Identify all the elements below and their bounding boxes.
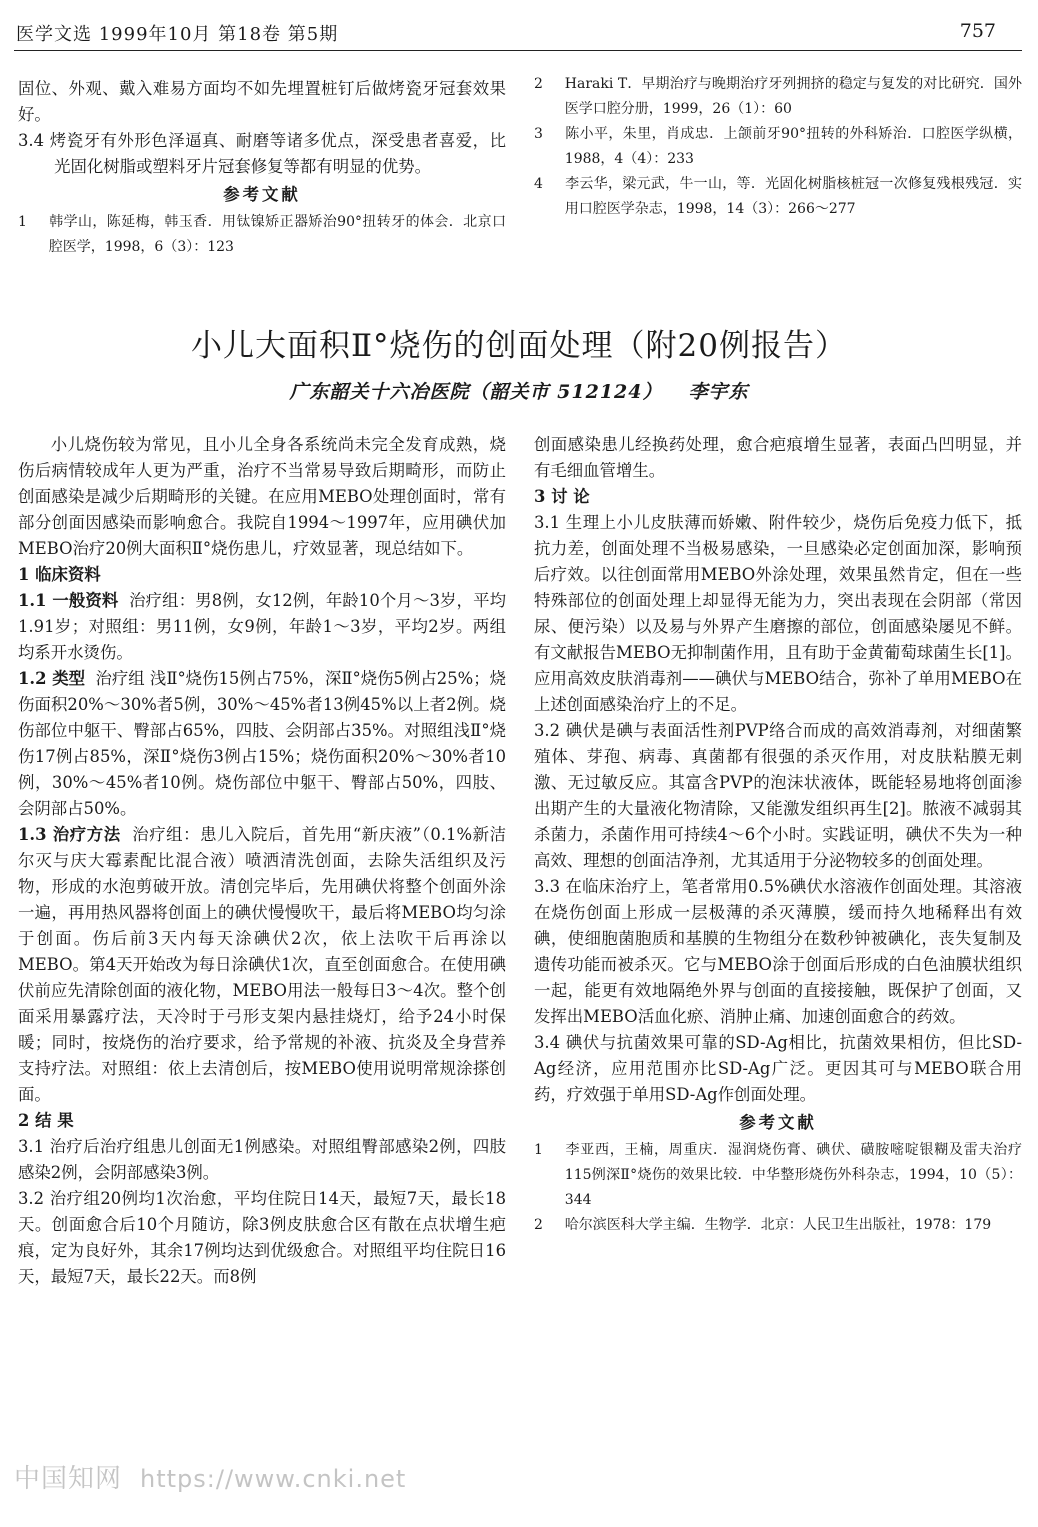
reference-number: 1 bbox=[534, 1142, 543, 1158]
subsection-label: 1.1 一般资料 bbox=[18, 591, 119, 610]
reference-text: 哈尔滨医科大学主编．生物学．北京：人民卫生出版社，1978：179 bbox=[564, 1217, 992, 1233]
journal-info: 医学文选 1999年10月 第18卷 第5期 bbox=[16, 24, 339, 45]
paragraph-text: 治疗组：男8例，女12例，年龄10个月～3岁，平均1.91岁；对照组：男11例，女9例，年龄1～3岁，平均2岁。两组均系开水烫伤。 bbox=[18, 591, 506, 662]
reference-number: 2 bbox=[534, 76, 543, 92]
paragraph: 3.4 碘伏与抗菌效果可靠的SD-Ag相比，抗菌效果相仿，但比SD-Ag经济，应用范围亦比SD-Ag广泛。更因其可与MEBO联合用药，疗效强于单用SD-Ag作创面处理。 bbox=[534, 1033, 1022, 1104]
paragraph: 3.2 治疗组20例均1次治愈，平均住院日14天，最短7天，最长18天。创面愈合后10个月随访，除3例皮肤愈合区有散在点状增生疤痕，定为良好外，其余17例均达到优级愈合。对照组平均住院日16天，最短7天，最长22天。而8例 bbox=[18, 1189, 506, 1286]
subsection-label: 1.2 类型 bbox=[18, 669, 86, 688]
section-heading: 2 结 果 bbox=[18, 1111, 74, 1130]
left-body-column bbox=[18, 432, 506, 1290]
top-right-column bbox=[534, 72, 1022, 222]
paragraph bbox=[18, 666, 506, 822]
paragraph: 3.2 碘伏是碘与表面活性剂PVP络合而成的高效消毒剂，对细菌繁殖体、芽孢、病毒、真菌都有很强的杀灭作用，对皮肤粘膜无刺激、无过敏反应。其富含PVP的泡沫状液体，既能轻易地将创面渗出期产生的大量液化物清除，又能激发组织再生[2]。脓液不减弱其杀菌力，杀菌作用可持续4～6个小时。实践证明，碘伏不失为一种高效、理想的创面洁净剂，尤其适用于分泌物较多的创面处理。 bbox=[534, 721, 1022, 870]
reference-text: 李云华，梁元武，牛一山，等．光固化树脂核桩冠一次修复残根残冠．实用口腔医学杂志，1998，14（3）：266～277 bbox=[564, 176, 1022, 217]
cnki-watermark bbox=[14, 1458, 406, 1495]
reference-item bbox=[534, 122, 1022, 172]
article-title-block bbox=[0, 320, 1038, 404]
byline bbox=[0, 377, 1038, 404]
paragraph: 3.3 在临床治疗上，笔者常用0.5%碘伏水溶液作创面处理。其溶液在烧伤创面上形成一层极薄的杀灭薄膜，缓而持久地稀释出有效碘，使细胞菌胞质和基膜的生物组分在数秒钟被碘化，丧失复制及遗传功能而被杀灭。它与MEBO涂于创面后形成的白色油膜状组织一起，能更有效地隔绝外界与创面的直接接触，既保护了创面，又发挥出MEBO活血化瘀、消肿止痛、加速创面愈合的药效。 bbox=[534, 877, 1022, 1026]
reference-text: 陈小平，朱里，肖成忠．上颌前牙90°扭转的外科矫治．口腔医学纵横，1988，4（4）：233 bbox=[564, 126, 1022, 167]
affiliation: 广东韶关十六冶医院（韶关市 512124） bbox=[289, 381, 663, 403]
paragraph: 固位、外观、戴入难易方面均不如先埋置桩钉后做烤瓷牙冠套效果好。 bbox=[18, 79, 506, 124]
section-heading: 3 讨 论 bbox=[534, 487, 590, 506]
reference-text: 韩学山，陈延梅，韩玉香．用钛镍矫正器矫治90°扭转牙的体会．北京口腔医学，1998，6（3）：123 bbox=[48, 214, 506, 255]
paragraph-text: 治疗组 浅Ⅱ°烧伤15例占75%，深Ⅱ°烧伤5例占25%；烧伤面积20%～30%者5例，30%～45%者13例45%以上者2例。烧伤部位中躯干、臀部占65%，四肢、会阴部占35%。对照组浅Ⅱ°烧伤17例占85%，深Ⅱ°烧伤3例占15%；烧伤面积20%～30%者10例，30%～45%者10例。烧伤部位中躯干、臀部占50%，四肢、会阴部占50%。 bbox=[18, 669, 507, 818]
running-header bbox=[16, 20, 996, 50]
paragraph: 3.1 生理上小儿皮肤薄而娇嫩、附件较少，烧伤后免疫力低下，抵抗力差，创面处理不当极易感染，一旦感染必定创面加深，影响预后疗效。以往创面常用MEBO外涂处理，效果虽然肯定，但在一些特殊部位的创面处理上却显得无能为力，突出表现在会阴部（常因尿、便污染）以及易与外界产生磨擦的部位，创面感染屡见不鲜。有文献报告MEBO无抑制菌作用，且有助于金黄葡萄球菌生长[1]。应用高效皮肤消毒剂——碘伏与MEBO结合，弥补了单用MEBO在上述创面感染治疗上的不足。 bbox=[534, 513, 1022, 714]
paragraph bbox=[18, 822, 506, 1108]
reference-number: 3 bbox=[534, 126, 543, 142]
references-heading: 参考文献 bbox=[223, 185, 301, 204]
header-rule bbox=[14, 50, 1022, 51]
paragraph-text: 治疗组：患儿入院后，首先用“新庆液”（0.1%新洁尔灭与庆大霉素配比混合液）喷洒清洗创面，去除失活组织及污物，形成的水泡剪破开放。清创完毕后，先用碘伏将整个创面外涂一遍，再用热风器将创面上的碘伏慢慢吹干，最后将MEBO均匀涂于创面。伤后前3天内每天涂碘伏2次，依上法吹干后再涂以MEBO。第4天开始改为每日涂碘伏1次，直至创面愈合。在使用碘伏前应先清除创面的液化物，MEBO用法一般每日3～4次。整个创面采用暴露疗法，天冷时于弓形支架内悬挂烧灯，给予24小时保暖；同时，按烧伤的治疗要求，给予常规的补液、抗炎及全身营养支持疗法。对照组：依上去清创后，按MEBO使用说明常规涂搽创面。 bbox=[18, 825, 506, 1104]
article-title: 小儿大面积Ⅱ°烧伤的创面处理（附20例报告） bbox=[190, 328, 847, 364]
right-body-column bbox=[534, 432, 1022, 1238]
reference-item bbox=[534, 1213, 1022, 1238]
subsection-label: 1.3 治疗方法 bbox=[18, 825, 121, 844]
section-heading: 1 临床资料 bbox=[18, 565, 101, 584]
paragraph: 创面感染患儿经换药处理，愈合疤痕增生显著，表面凸凹明显，并有毛细血管增生。 bbox=[534, 435, 1022, 480]
references-heading: 参考文献 bbox=[739, 1113, 817, 1132]
paragraph: 3.4 烤瓷牙有外形色泽逼真、耐磨等诸多优点，深受患者喜爱，比光固化树脂或塑料牙片冠套修复等都有明显的优势。 bbox=[18, 131, 506, 176]
top-left-column bbox=[18, 76, 506, 260]
reference-text: 李亚西，王楠，周重庆．湿润烧伤膏、碘伏、磺胺嘧啶银糊及雷夫治疗115例深Ⅱ°烧伤的效果比较．中华整形烧伤外科杂志，1994，10（5）：344 bbox=[564, 1142, 1022, 1208]
reference-item bbox=[534, 172, 1022, 222]
reference-item bbox=[534, 1138, 1022, 1213]
intro-paragraph: 小儿烧伤较为常见，且小儿全身各系统尚未完全发育成熟，烧伤后病情较成年人更为严重，治疗不当常易导致后期畸形，而防止创面感染是减少后期畸形的关键。在应用MEBO处理创面时，常有部分创面因感染而影响愈合。我院自1994～1997年，应用碘伏加MEBO治疗20例大面积Ⅱ°烧伤患儿，疗效显著，现总结如下。 bbox=[18, 435, 506, 558]
reference-text: Haraki T．早期治疗与晚期治疗牙列拥挤的稳定与复发的对比研究．国外医学口腔分册，1999，26（1）：60 bbox=[564, 76, 1022, 117]
reference-number: 2 bbox=[534, 1217, 543, 1233]
reference-number: 4 bbox=[534, 176, 543, 192]
paragraph bbox=[18, 588, 506, 666]
page-number: 757 bbox=[959, 20, 996, 42]
watermark-url: https://www.cnki.net bbox=[140, 1465, 407, 1493]
reference-number: 1 bbox=[18, 214, 27, 230]
reference-item bbox=[18, 210, 506, 260]
paragraph: 3.1 治疗后治疗组患儿创面无1例感染。对照组臀部感染2例，四肢感染2例，会阴部感染3例。 bbox=[18, 1137, 506, 1182]
reference-item bbox=[534, 72, 1022, 122]
watermark-brand: 中国知网 bbox=[14, 1464, 123, 1494]
author: 李宇东 bbox=[688, 381, 749, 403]
